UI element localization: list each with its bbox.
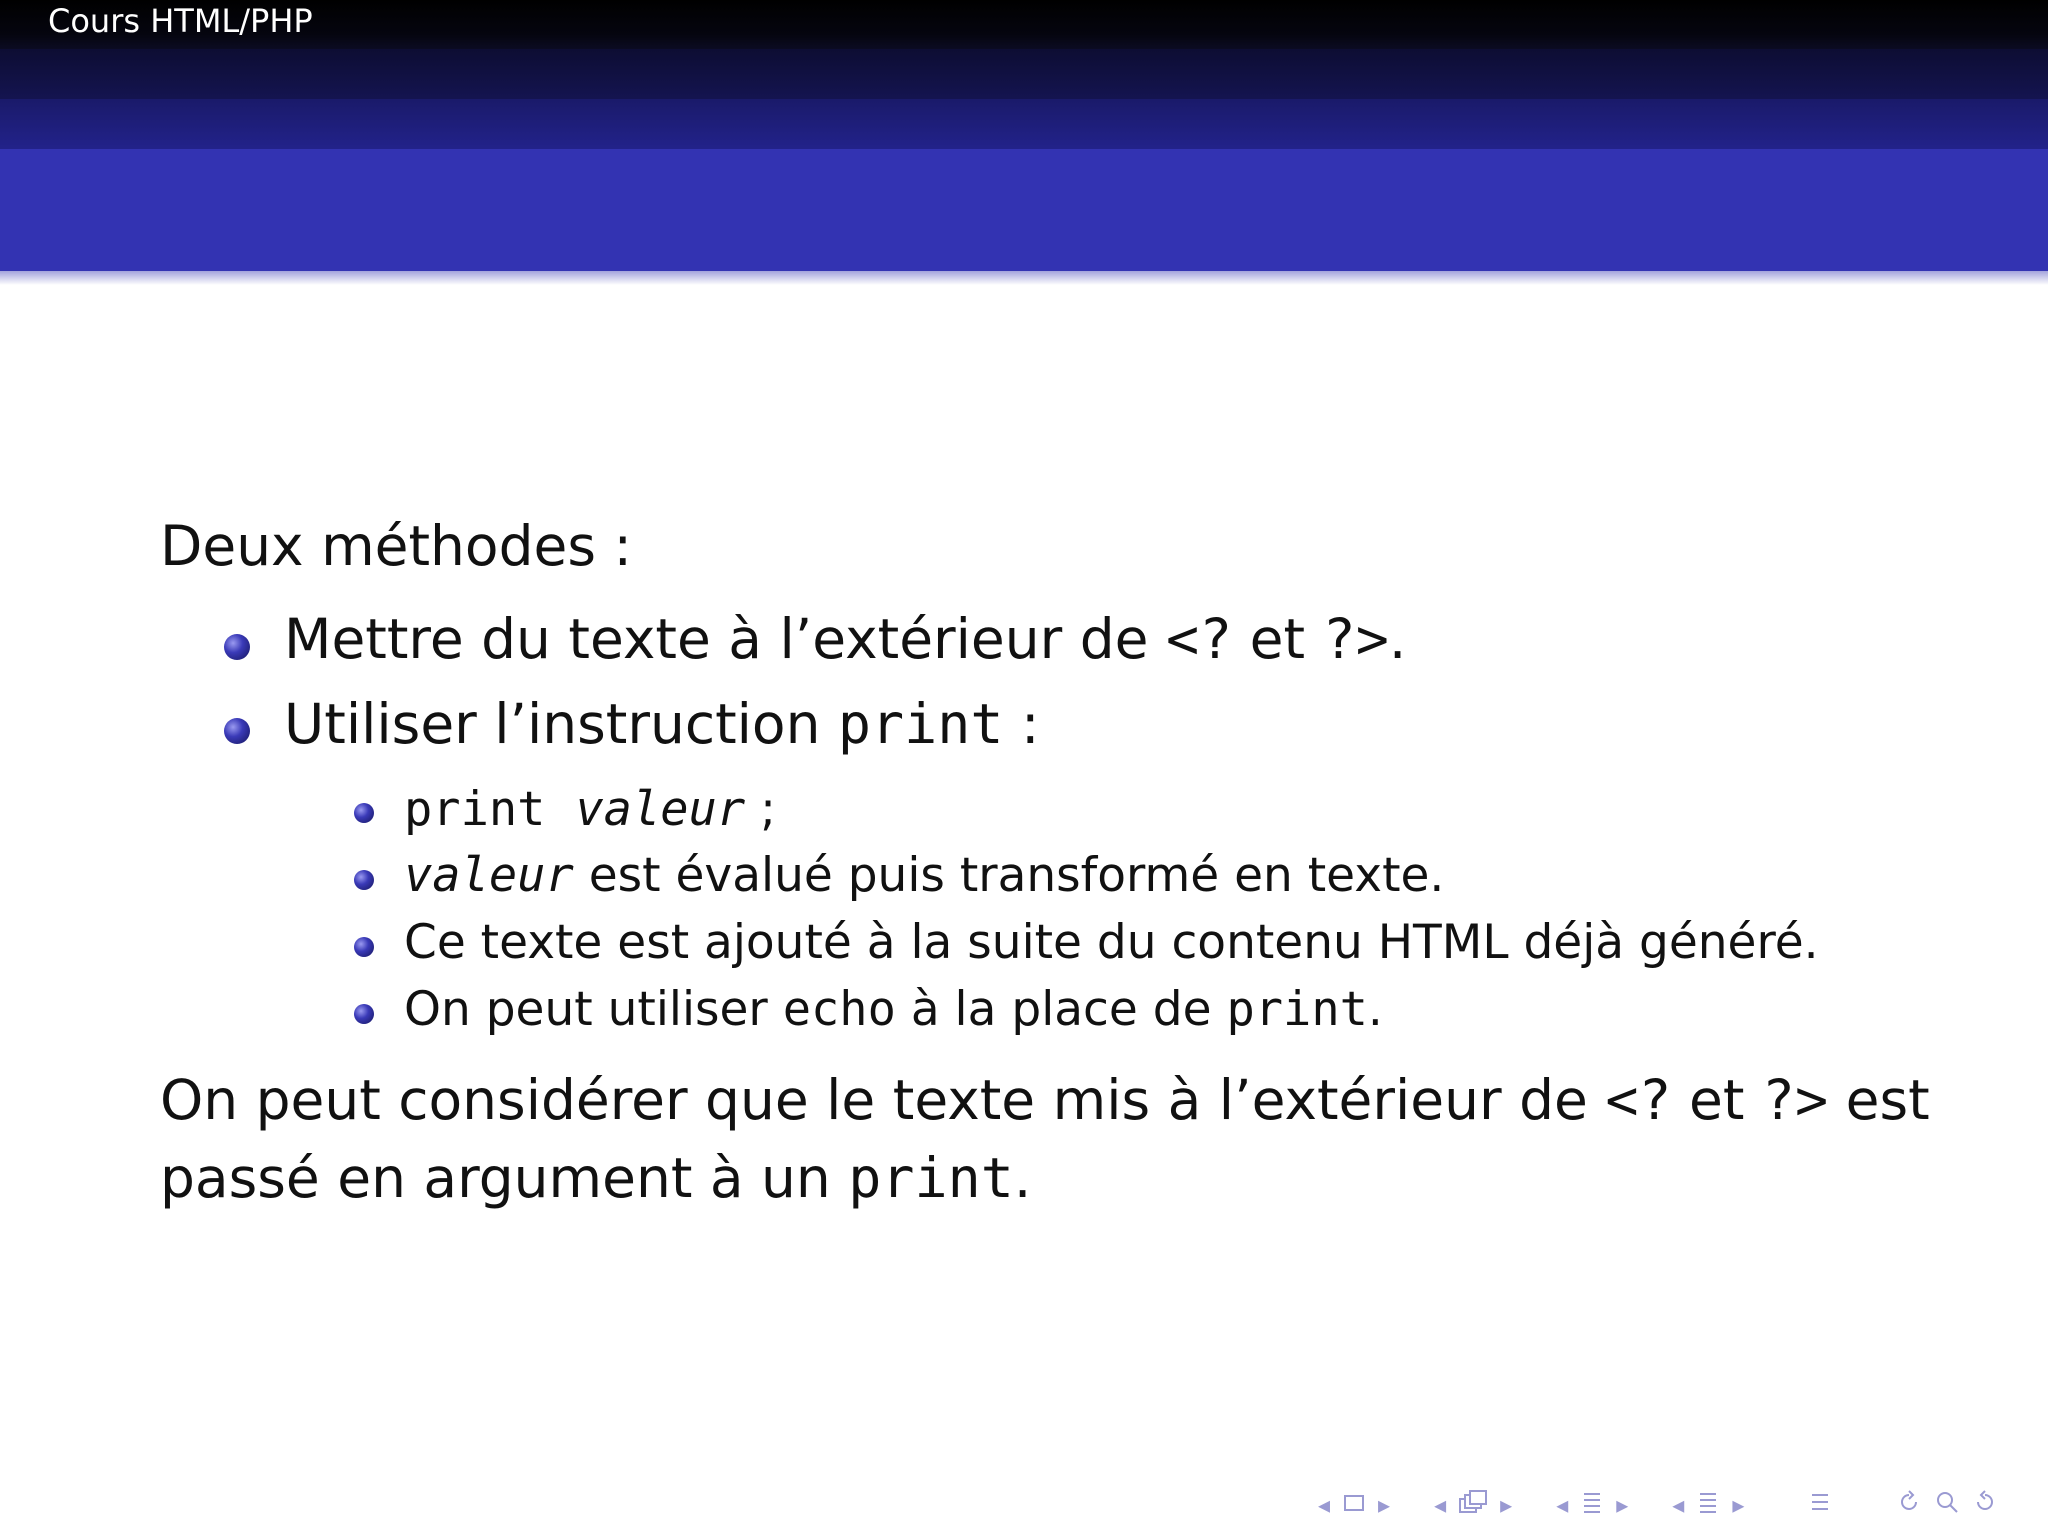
- intro-text: [160, 514, 632, 578]
- code-close-tag: ?>: [1322, 607, 1389, 671]
- slide-title: PHP : génération du contenu: [152, 309, 1256, 398]
- arrow-right-icon[interactable]: ▸: [1616, 1491, 1629, 1519]
- back-forward-icon[interactable]: [1972, 1489, 1998, 1521]
- conclusion-text-b: et: [1671, 1068, 1762, 1132]
- sub-bullet-icon: [354, 1004, 374, 1024]
- conclusion-text-c: est: [1828, 1068, 1930, 1132]
- header-band-subsection: [0, 99, 2048, 149]
- header-band-section: [0, 49, 2048, 99]
- item2-text-a: Utiliser l’instruction: [284, 692, 838, 756]
- sub-item-evaluation: [404, 848, 1444, 903]
- subsection-icon[interactable]: [1696, 1489, 1720, 1521]
- item1-text-c: .: [1388, 607, 1407, 671]
- code-echo: echo: [782, 982, 896, 1037]
- arrow-left-icon[interactable]: ◂: [1672, 1491, 1685, 1519]
- sub4-text-b: à la place de: [895, 982, 1227, 1037]
- item2-text-b: :: [1003, 692, 1040, 756]
- title-bar-shadow: [0, 271, 2048, 285]
- arrow-right-icon[interactable]: ▸: [1500, 1491, 1513, 1519]
- sub3-text: Ce texte est ajouté à la suite du contenu HTML déjà généré.: [404, 915, 1819, 970]
- search-icon[interactable]: [1934, 1489, 1960, 1521]
- sub-bullet-icon: [354, 937, 374, 957]
- sub2-text: est évalué puis transformé en texte.: [573, 848, 1445, 903]
- arrow-left-icon[interactable]: ◂: [1556, 1491, 1569, 1519]
- conclusion-text-a: On peut considérer que le texte mis à l’extérieur de: [160, 1068, 1606, 1132]
- section-icon[interactable]: [1580, 1489, 1604, 1521]
- code-print: print: [404, 782, 546, 837]
- code-open-tag: <?: [1605, 1068, 1672, 1132]
- align-icon[interactable]: [1808, 1489, 1832, 1521]
- sub-item-print-syntax: [404, 782, 776, 837]
- sub4-text-c: .: [1367, 982, 1383, 1037]
- code-print: print: [848, 1146, 1014, 1210]
- conclusion-line-1: [160, 1068, 1930, 1132]
- list-item-outside-text: [284, 607, 1406, 671]
- header-band-course: [0, 0, 2048, 49]
- sub-bullet-icon: [354, 870, 374, 890]
- navigation-bar: [1312, 1490, 2004, 1520]
- bullet-icon: [224, 718, 250, 744]
- sub4-text-a: On peut utiliser: [404, 982, 783, 1037]
- title-bar: [0, 149, 2048, 398]
- list-item-print: [284, 692, 1040, 756]
- arrow-right-icon[interactable]: ▸: [1732, 1491, 1745, 1519]
- code-print: print: [1226, 982, 1368, 1037]
- item1-text-b: et: [1232, 607, 1323, 671]
- code-var-valeur: valeur: [404, 848, 574, 903]
- sub1-text: ;: [745, 782, 776, 837]
- arrow-left-icon[interactable]: ◂: [1434, 1491, 1447, 1519]
- sub-item-appended: [404, 915, 1819, 970]
- breadcrumb-course[interactable]: Cours HTML/PHP: [48, 2, 313, 40]
- sub-item-echo: [404, 982, 1383, 1037]
- intro-label: Deux méthodes :: [160, 514, 632, 578]
- item1-text-a: Mettre du texte à l’extérieur de: [284, 607, 1166, 671]
- bullet-icon: [224, 634, 250, 660]
- arrow-right-icon[interactable]: ▸: [1378, 1491, 1391, 1519]
- arrow-left-icon[interactable]: ◂: [1318, 1491, 1331, 1519]
- code-print: print: [837, 692, 1004, 756]
- conclusion-text-d: passé en argument à un: [160, 1146, 849, 1210]
- loop-icon[interactable]: [1896, 1489, 1922, 1521]
- frame-icon[interactable]: [1342, 1491, 1366, 1519]
- code-var-valeur: valeur: [575, 782, 746, 837]
- code-open-tag: <?: [1165, 607, 1233, 671]
- conclusion-line-2: [160, 1146, 1031, 1210]
- frames-icon[interactable]: [1458, 1489, 1488, 1521]
- conclusion-text-e: .: [1013, 1146, 1032, 1210]
- code-close-tag: ?>: [1761, 1068, 1829, 1132]
- sub-bullet-icon: [354, 803, 374, 823]
